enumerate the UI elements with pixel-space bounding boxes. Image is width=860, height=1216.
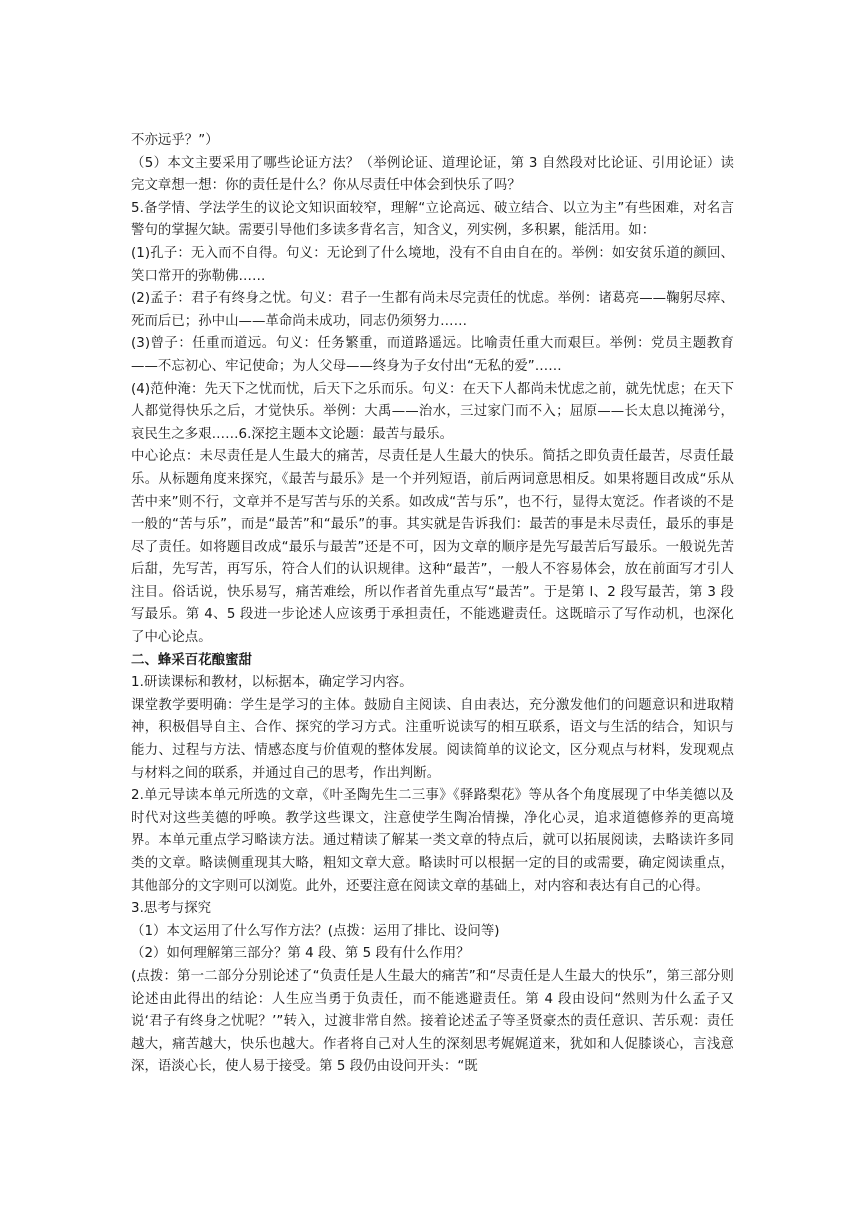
document-page xyxy=(131,130,734,1079)
paragraph: (点拨：第一二部分分别论述了“负责任是人生最大的痛苦”和“尽责任是人生最大的快乐”，第三部分则论述由此得出的结论：人生应当勇于负责任，而不能逃避责任。第 4 段由设问“然则为什么孟子又说‘君子有终身之忧呢？’”转入，过渡非常自然。接着论述孟子等圣贤豪杰的责任意识、苦乐观：责任越大，痛苦越大，快乐也越大。作者将自己对人生的深刻思考娓娓道来，犹如和人促膝谈心，言浅意深，语淡心长，使人易于接受。第 5 段仍由设问开头：“既 xyxy=(131,968,734,1075)
paragraph: （5）本文主要采用了哪些论证方法？（举例论证、道理论证，第 3 自然段对比论证、引用论证）读完文章想一想：你的责任是什么？你从尽责任中体会到快乐了吗？ xyxy=(131,155,734,194)
section-heading: 二、蜂采百花酿蜜甜 xyxy=(131,652,252,668)
paragraph: （2）如何理解第三部分？第 4 段、第 5 段有什么作用？ xyxy=(131,946,470,962)
paragraph: (4)范仲淹：先天下之忧而忧，后天下之乐而乐。句义：在天下人都尚未忧虑之前，就先忧虑；在天下人都觉得快乐之后，才觉快乐。举例：大禹——治水，三过家门而不入；屈原——长太息以掩涕兮，哀民生之多艰……6.深挖主题本文论题：最苦与最乐。 xyxy=(131,381,734,442)
paragraph: 中心论点：未尽责任是人生最大的痛苦，尽责任是人生最大的快乐。简括之即负责任最苦，尽责任最乐。从标题角度来探究，《最苦与最乐》是一个并列短语，前后两词意思相反。如果将题目改成“乐从苦中来”则不行，文章并不是写苦与乐的关系。如改成“苦与乐”，也不行，显得太宽泛。作者谈的不是一般的“苦与乐”，而是“最苦”和“最乐”的事。其实就是告诉我们：最苦的事是未尽责任，最乐的事是尽了责任。如将题目改成“最乐与最苦”还是不可，因为文章的顺序是先写最苦后写最乐。一般说先苦后甜，先写苦，再写乐，符合人们的认识规律。这种“最苦”，一般人不容易体会，放在前面写才引人注目。俗话说，快乐易写，痛苦难绘，所以作者首先重点写“最苦”。于是第 l、2 段写最苦，第 3 段写最乐。第 4、5 段进一步论述人应该勇于承担责任，不能逃避责任。这既暗示了写作动机，也深化了中心论点。 xyxy=(131,449,734,646)
paragraph: (1)孔子：无入而不自得。句义：无论到了什么境地，没有不自由自在的。举例：如安贫乐道的颜回、笑口常开的弥勒佛…… xyxy=(131,245,734,284)
paragraph: 1.研读课标和教材，以标据本，确定学习内容。 xyxy=(131,675,413,691)
paragraph: (2)孟子：君子有终身之忧。句义：君子一生都有尚未尽完责任的忧虑。举例：诸葛亮——鞠躬尽瘁、死而后已；孙中山——革命尚未成功，同志仍须努力…… xyxy=(131,291,734,329)
paragraph: 课堂教学要明确：学生是学习的主体。鼓励自主阅读、自由表达，充分激发他们的问题意识和进取精神，积极倡导自主、合作、探究的学习方式。注重听说读写的相互联系，语文与生活的结合，知识与能力、过程与方法、情感态度与价值观的整体发展。阅读简单的议论文，区分观点与材料，发现观点与材料之间的联系，并通过自己的思考，作出判断。 xyxy=(131,697,734,781)
paragraph: 2.单元导读本单元所选的文章，《叶圣陶先生二三事》《驿路梨花》等从各个角度展现了中华美德以及时代对这些美德的呼唤。教学这些课文，注意使学生陶冶情操，净化心灵，追求道德修养的更高境界。本单元重点学习略读方法。通过精读了解某一类文章的特点后，就可以拓展阅读，去略读许多同类的文章。略读侧重现其大略，粗知文章大意。略读时可以根据一定的目的或需要，确定阅读重点，其他部分的文字则可以浏览。此外，还要注意在阅读文章的基础上，对内容和表达有自己的心得。 xyxy=(131,788,734,894)
paragraph: （1）本文运用了什么写作方法？(点拨：运用了排比、设问等) xyxy=(131,923,500,939)
paragraph: 不亦远乎？”） xyxy=(131,133,219,148)
paragraph: 3.思考与探究 xyxy=(131,901,212,917)
paragraph: 5.备学情、学法学生的议论文知识面较窄，理解“立论高远、破立结合、以立为主”有些困难，对名言警句的掌握欠缺。需要引导他们多读多背名言，知含义，列实例，多积累，能活用。如： xyxy=(131,200,734,239)
paragraph: (3)曾子：任重而道远。句义：任务繁重，而道路遥远。比喻责任重大而艰巨。举例：党员主题教育——不忘初心、牢记使命；为人父母——终身为子女付出“无私的爱”…… xyxy=(131,336,734,374)
